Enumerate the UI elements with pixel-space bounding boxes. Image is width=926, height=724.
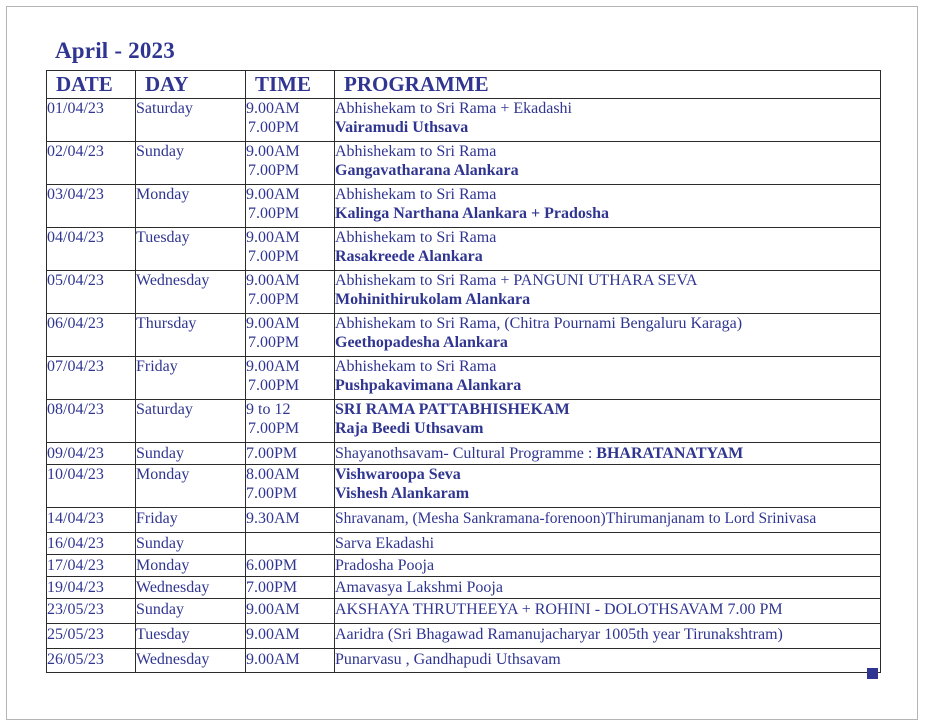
time-cell: 9.00AM — [246, 649, 335, 673]
programme-cell: Pradosha Pooja — [335, 555, 881, 577]
header-programme: PROGRAMME — [335, 71, 881, 99]
programme-schedule-table — [46, 70, 881, 673]
time-first: 9.00AM — [246, 186, 300, 203]
time-second: 7.00PM — [246, 485, 298, 502]
day-cell: Saturday — [136, 400, 246, 443]
programme-text: Shayanothsavam- Cultural Programme : — [335, 445, 597, 462]
programme-first: SRI RAMA PATTABHISHEKAM — [335, 401, 570, 418]
date-cell: 01/04/23 — [47, 99, 136, 142]
programme-cell — [335, 271, 881, 314]
time-cell — [246, 142, 335, 185]
table-row — [47, 577, 881, 599]
programme-cell: Sarva Ekadashi — [335, 533, 881, 555]
programme-first: Abhishekam to Sri Rama — [335, 229, 497, 246]
day-cell: Sunday — [136, 599, 246, 624]
date-cell: 04/04/23 — [47, 228, 136, 271]
time-cell: 6.00PM — [246, 555, 335, 577]
date-cell: 25/05/23 — [47, 624, 136, 649]
programme-first: Abhishekam to Sri Rama — [335, 358, 497, 375]
table-row — [47, 185, 881, 228]
programme-cell — [335, 400, 881, 443]
header-time: TIME — [246, 71, 335, 99]
table-row — [47, 599, 881, 624]
table-row — [47, 508, 881, 533]
programme-second: Vairamudi Uthsava — [335, 119, 469, 136]
date-cell: 08/04/23 — [47, 400, 136, 443]
programme-second: Rasakreede Alankara — [335, 248, 483, 265]
time-second: 7.00PM — [248, 291, 300, 308]
time-second: 7.00PM — [248, 377, 300, 394]
programme-second: Pushpakavimana Alankara — [335, 377, 522, 394]
day-cell: Monday — [136, 555, 246, 577]
table-row — [47, 465, 881, 508]
time-cell — [246, 314, 335, 357]
programme-cell: Punarvasu , Gandhapudi Uthsavam — [335, 649, 881, 673]
programme-cell: Aaridra (Sri Bhagawad Ramanujacharyar 1005th year Tirunakshtram) — [335, 624, 881, 649]
programme-second: Mohinithirukolam Alankara — [335, 291, 531, 308]
corner-square-mark — [867, 668, 878, 679]
date-cell: 07/04/23 — [47, 357, 136, 400]
time-first: 9.00AM — [246, 100, 300, 117]
programme-second: Kalinga Narthana Alankara + Pradosha — [335, 205, 610, 222]
table-row — [47, 228, 881, 271]
header-day: DAY — [136, 71, 246, 99]
table-row — [47, 142, 881, 185]
time-cell — [246, 99, 335, 142]
table-row — [47, 314, 881, 357]
date-cell: 05/04/23 — [47, 271, 136, 314]
table-row — [47, 99, 881, 142]
programme-first: Abhishekam to Sri Rama + Ekadashi — [335, 100, 572, 117]
table-row — [47, 443, 881, 465]
programme-second: Gangavatharana Alankara — [335, 162, 519, 179]
time-cell — [246, 357, 335, 400]
day-cell: Monday — [136, 465, 246, 508]
table-row — [47, 533, 881, 555]
time-cell: 7.00PM — [246, 443, 335, 465]
table-row — [47, 649, 881, 673]
time-first: 8.00AM — [246, 466, 300, 483]
day-cell: Wednesday — [136, 649, 246, 673]
time-second: 7.00PM — [248, 162, 300, 179]
programme-first: Abhishekam to Sri Rama, (Chitra Pournami Bengaluru Karaga) — [335, 315, 743, 332]
time-cell — [246, 465, 335, 508]
programme-cell — [335, 314, 881, 357]
date-cell: 16/04/23 — [47, 533, 136, 555]
date-cell: 02/04/23 — [47, 142, 136, 185]
day-cell: Friday — [136, 508, 246, 533]
time-cell — [246, 228, 335, 271]
date-cell: 23/05/23 — [47, 599, 136, 624]
programme-cell — [335, 99, 881, 142]
programme-cell: Amavasya Lakshmi Pooja — [335, 577, 881, 599]
time-first: 9.00AM — [246, 143, 300, 160]
programme-cell — [335, 228, 881, 271]
time-first: 9.00AM — [246, 272, 300, 289]
time-second: 7.00PM — [248, 119, 300, 136]
day-cell: Sunday — [136, 142, 246, 185]
table-row — [47, 357, 881, 400]
day-cell: Saturday — [136, 99, 246, 142]
time-cell: 9.00AM — [246, 599, 335, 624]
day-cell: Thursday — [136, 314, 246, 357]
programme-second: Raja Beedi Uthsavam — [335, 420, 484, 437]
programme-cell: Shravanam, (Mesha Sankramana-forenoon)Thirumanjanam to Lord Srinivasa — [335, 508, 881, 533]
date-cell: 14/04/23 — [47, 508, 136, 533]
time-second: 7.00PM — [248, 420, 300, 437]
time-cell — [246, 400, 335, 443]
time-first: 9.00AM — [246, 358, 300, 375]
time-first: 9.00AM — [246, 315, 300, 332]
time-first: 9.00AM — [246, 229, 300, 246]
day-cell: Wednesday — [136, 577, 246, 599]
time-cell — [246, 271, 335, 314]
day-cell: Friday — [136, 357, 246, 400]
programme-first: Vishwaroopa Seva — [335, 466, 461, 483]
date-cell: 09/04/23 — [47, 443, 136, 465]
date-cell: 03/04/23 — [47, 185, 136, 228]
date-cell: 26/05/23 — [47, 649, 136, 673]
header-date: DATE — [47, 71, 136, 99]
date-cell: 06/04/23 — [47, 314, 136, 357]
programme-cell — [335, 465, 881, 508]
time-cell — [246, 533, 335, 555]
programme-second: Vishesh Alankaram — [335, 485, 470, 502]
time-first: 9 to 12 — [246, 401, 291, 418]
day-cell: Tuesday — [136, 228, 246, 271]
table-row — [47, 271, 881, 314]
table-row — [47, 555, 881, 577]
date-cell: 17/04/23 — [47, 555, 136, 577]
table-row — [47, 624, 881, 649]
programme-cell — [335, 443, 881, 465]
date-cell: 10/04/23 — [47, 465, 136, 508]
time-second: 7.00PM — [248, 205, 300, 222]
time-cell: 7.00PM — [246, 577, 335, 599]
table-header-row — [47, 71, 881, 99]
table-row — [47, 400, 881, 443]
programme-second: Geethopadesha Alankara — [335, 334, 508, 351]
programme-highlight: BHARATANATYAM — [596, 445, 744, 462]
programme-first: Abhishekam to Sri Rama — [335, 186, 497, 203]
day-cell: Sunday — [136, 533, 246, 555]
day-cell: Tuesday — [136, 624, 246, 649]
programme-cell — [335, 185, 881, 228]
programme-first: Abhishekam to Sri Rama — [335, 143, 497, 160]
time-cell: 9.30AM — [246, 508, 335, 533]
day-cell: Wednesday — [136, 271, 246, 314]
time-cell — [246, 185, 335, 228]
month-title: April - 2023 — [55, 38, 175, 63]
time-second: 7.00PM — [248, 334, 300, 351]
time-second: 7.00PM — [248, 248, 300, 265]
date-cell: 19/04/23 — [47, 577, 136, 599]
programme-cell: AKSHAYA THRUTHEEYA + ROHINI - DOLOTHSAVAM 7.00 PM — [335, 599, 881, 624]
programme-first: Abhishekam to Sri Rama + PANGUNI UTHARA SEVA — [335, 272, 698, 289]
day-cell: Monday — [136, 185, 246, 228]
programme-cell — [335, 142, 881, 185]
time-cell: 9.00AM — [246, 624, 335, 649]
programme-cell — [335, 357, 881, 400]
day-cell: Sunday — [136, 443, 246, 465]
